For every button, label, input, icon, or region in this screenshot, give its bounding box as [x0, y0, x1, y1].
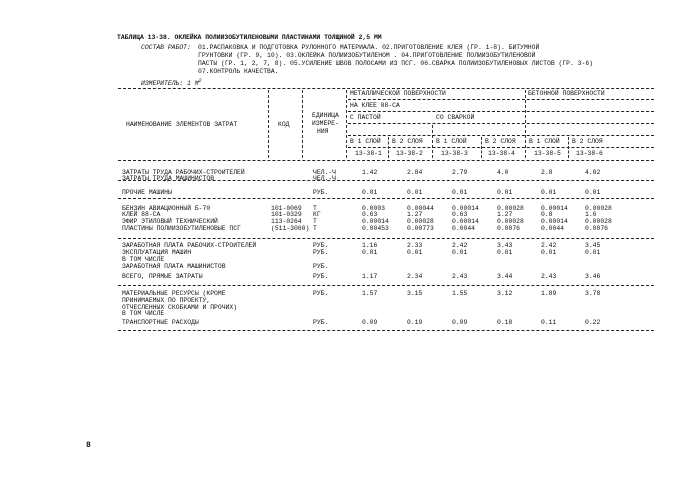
- row-value: 2.34: [407, 273, 423, 280]
- row-value: 0.01: [585, 189, 601, 196]
- subgroup-paste: С ПАСТОЙ: [350, 114, 381, 121]
- row-value: 0.00028: [407, 218, 434, 225]
- row-value: 3.44: [497, 273, 513, 280]
- row-value: 0.01: [362, 249, 378, 256]
- row-unit: Т: [313, 205, 317, 212]
- row-unit: РУБ.: [313, 319, 329, 326]
- col-id-3: 13-38-3: [441, 150, 468, 157]
- sep-1: [118, 180, 654, 181]
- row-name: ЗАТРАТЫ ТРУДА РАБОЧИХ-СТРОИТЕЛЕЙ: [122, 169, 245, 176]
- row-name: ЗАТРАТЫ ТРУДА МАШИНИСТОВ: [122, 175, 215, 182]
- layer-2-b: В 2 СЛОЯ: [485, 138, 516, 145]
- row-value: 1.27: [407, 211, 423, 218]
- composition-line-2: ГРУНТОВКИ (ГР. 9, 10). 03.ОКЛЕЙКА ПОЛИИЗОБУТИЛЕНОМ . 04.ПРИГОТОВЛЕНИЕ ПОЛИИЗОБУТИЛЕНОВОЙ: [198, 52, 536, 59]
- row-unit: Т: [313, 218, 317, 225]
- row-value: 0.09: [362, 319, 378, 326]
- row-value: 2.42: [452, 242, 468, 249]
- row-value: 0.01: [497, 189, 513, 196]
- row-name: ВСЕГО, ПРЯМЫЕ ЗАТРАТЫ: [122, 273, 203, 280]
- row-value: 0.00453: [362, 225, 389, 232]
- row-value: 0.01: [541, 249, 557, 256]
- row-unit: РУБ.: [313, 263, 329, 270]
- row-value: 2.8: [541, 169, 553, 176]
- row-value: 0.00014: [452, 218, 479, 225]
- col-id-2: 13-38-2: [396, 150, 423, 157]
- row-code: (511-3060): [271, 225, 310, 232]
- rule-header-bottom: [118, 160, 654, 161]
- row-value: 0.01: [362, 189, 378, 196]
- row-value: 0.09: [452, 319, 468, 326]
- composition-line-3: ПАСТЫ (ГР. 1, 2, 7, 8). 05.УСИЛЕНИЕ ШВОВ ПОЛОСАМИ ИЗ ПСГ. 06.СВАРКА ПОЛИИЗОБУТИЛЕНОВЫХ ЛИСТОВ (ГР. 3-6): [198, 60, 594, 67]
- row-value: 1.57: [362, 290, 378, 297]
- row-value: 1.6: [585, 211, 597, 218]
- row-value: 0.01: [407, 249, 423, 256]
- row-value: 0.18: [497, 319, 513, 326]
- row-value: 0.0076: [585, 225, 609, 232]
- row-value: 1.55: [452, 290, 468, 297]
- row-value: 0.01: [407, 189, 423, 196]
- row-value: 2.79: [452, 169, 468, 176]
- layer-2-c: В 2 СЛОЯ: [572, 138, 603, 145]
- col-id-4: 13-38-4: [488, 150, 515, 157]
- sep-4: [118, 285, 654, 286]
- row-unit: ЧЕЛ.-Ч: [313, 175, 337, 182]
- row-value: 0.0076: [497, 225, 521, 232]
- composition-line-4: 07.КОНТРОЛЬ КАЧЕСТВА.: [198, 68, 279, 75]
- row-code: 113-0264: [271, 218, 302, 225]
- row-value: 0.0003: [362, 205, 386, 212]
- vbar-4: [388, 137, 389, 158]
- sep-3: [118, 238, 654, 239]
- row-unit: Т: [313, 225, 317, 232]
- composition-label: СОСТАВ РАБОТ:: [141, 44, 191, 51]
- row-value: 0.01: [541, 189, 557, 196]
- row-value: 3.12: [497, 290, 513, 297]
- row-unit: РУБ.: [313, 249, 329, 256]
- row-value: 0.00014: [452, 205, 479, 212]
- row-value: 0.00014: [541, 205, 568, 212]
- row-value: 2.43: [452, 273, 468, 280]
- row-name: БЕНЗИН АВИАЦИОННЫЙ Б-70: [122, 205, 211, 212]
- meter-label: [141, 79, 202, 88]
- row-name: ЗАРАБОТНАЯ ПЛАТА РАБОЧИХ-СТРОИТЕЛЕЙ: [122, 242, 257, 249]
- row-value: 3.45: [585, 242, 601, 249]
- row-name: ЭФИР ЭТИЛОВЫЙ ТЕХНИЧЕСКИЙ: [122, 218, 218, 225]
- row-value: 0.0044: [452, 225, 476, 232]
- row-name: КЛЕЙ 88-СА: [122, 211, 161, 218]
- row-name: В ТОМ ЧИСЛЕ: [122, 256, 165, 263]
- row-value: 0.22: [585, 319, 601, 326]
- row-value: 0.00044: [407, 205, 434, 212]
- row-value: 0.00028: [497, 218, 524, 225]
- row-value: 2.84: [407, 169, 423, 176]
- row-value: 3.15: [407, 290, 423, 297]
- row-value: 0.01: [497, 249, 513, 256]
- layer-2-a: В 2 СЛОЯ: [392, 138, 423, 145]
- row-name: ПРИНИМАЕМЫХ ПО ПРОЕКТУ,: [122, 297, 211, 304]
- row-value: 3.43: [497, 242, 513, 249]
- row-value: 2.43: [541, 273, 557, 280]
- row-value: 1.27: [497, 211, 513, 218]
- row-name: В ТОМ ЧИСЛЕ: [122, 310, 165, 317]
- row-value: 0.00773: [407, 225, 434, 232]
- vbar-3: [346, 90, 347, 158]
- subgroup-welding: СО СВАРКОЙ: [436, 114, 475, 121]
- vbar-5: [432, 125, 433, 158]
- row-name: ТРАНСПОРТНЫЕ РАСХОДЫ: [122, 319, 199, 326]
- row-value: 2.42: [541, 242, 557, 249]
- row-value: 0.01: [452, 189, 468, 196]
- vbar-2: [302, 90, 303, 158]
- vbar-7: [525, 90, 526, 158]
- rule-sub5: [348, 147, 654, 148]
- composition-line-1: 01.РАСПАКОВКА И ПОДГОТОВКА РУЛОННОГО МАТЕРИАЛА. 02.ПРИГОТОВЛЕНИЕ КЛЕЯ (ГР. 1-8). БИТУМНОЙ: [198, 44, 540, 51]
- row-name: МАТЕРИАЛЬНЫЕ РЕСУРСЫ (КРОМЕ: [122, 290, 226, 297]
- row-value: 0.0044: [541, 225, 565, 232]
- group-metal: МЕТАЛЛИЧЕСКОЙ ПОВЕРХНОСТИ: [350, 90, 446, 97]
- col-id-5: 13-38-5: [534, 150, 561, 157]
- row-value: 0.01: [452, 249, 468, 256]
- row-value: 0.19: [407, 319, 423, 326]
- row-value: 1.42: [362, 169, 378, 176]
- vbar-8: [568, 137, 569, 158]
- row-value: 1.16: [362, 242, 378, 249]
- col-unit-header-2: ИЗМЕРЕ-: [312, 120, 339, 127]
- sep-2: [118, 198, 654, 199]
- rule-top: [118, 88, 654, 89]
- row-code: 101-0329: [271, 211, 302, 218]
- row-unit: РУБ.: [313, 189, 329, 196]
- row-code: 101-0069: [271, 205, 302, 212]
- row-value: 3.78: [585, 290, 601, 297]
- table-title: ТАБЛИЦА 13-38. ОКЛЕЙКА ПОЛИИЗОБУТИЛЕНОВЫМИ ПЛАСТИНАМИ ТОЛЩИНОЙ 2,5 ММ: [117, 34, 382, 41]
- meter-value: 1 М: [187, 80, 199, 88]
- meter-label-text: ИЗМЕРИТЕЛЬ:: [141, 80, 184, 88]
- meter-sup: 2: [198, 78, 202, 84]
- rule-sub4: [348, 135, 654, 136]
- rule-sub2: [348, 111, 654, 112]
- rule-sub3: [348, 123, 654, 124]
- row-value: 3.46: [585, 273, 601, 280]
- row-value: 0.01: [585, 249, 601, 256]
- vbar-6: [481, 137, 482, 158]
- layer-1-a: В 1 СЛОЙ: [350, 138, 381, 145]
- rule-sub1: [348, 99, 654, 100]
- row-name: ЭКСПЛУАТАЦИЯ МАШИН: [122, 249, 192, 256]
- row-value: 2.33: [407, 242, 423, 249]
- row-name: ЗАРАБОТНАЯ ПЛАТА МАШИНИСТОВ: [122, 263, 226, 270]
- row-value: 0.63: [362, 211, 378, 218]
- row-value: 0.00028: [585, 218, 612, 225]
- row-unit: КГ: [313, 211, 321, 218]
- col-code-header: КОД: [278, 121, 290, 128]
- col-id-6: 13-38-6: [576, 150, 603, 157]
- row-unit: РУБ.: [313, 242, 329, 249]
- col-unit-header-1: ЕДИНИЦА: [312, 112, 339, 119]
- col-id-1: 13-38-1: [355, 150, 382, 157]
- layer-1-b: В 1 СЛОЙ: [436, 138, 467, 145]
- row-value: 1.89: [541, 290, 557, 297]
- row-value: 0.00028: [497, 205, 524, 212]
- col-name-header: НАИМЕНОВАНИЕ ЭЛЕМЕНТОВ ЗАТРАТ: [126, 121, 238, 128]
- vbar-1: [268, 90, 269, 158]
- row-value: 0.00014: [541, 218, 568, 225]
- row-value: 4.0: [497, 169, 509, 176]
- subgroup-glue: НА КЛЕЕ 88-СА: [350, 102, 400, 109]
- row-name: ОТЧЕСЛЕННЫХ СКОБКАМИ И ПРОЧИХ): [122, 304, 238, 311]
- sep-5: [118, 330, 654, 331]
- layer-1-c: В 1 СЛОЙ: [529, 138, 560, 145]
- row-value: 0.8: [541, 211, 553, 218]
- row-value: 0.63: [452, 211, 468, 218]
- group-concrete: БЕТОННОЙ ПОВЕРХНОСТИ: [528, 90, 605, 97]
- row-value: 0.00028: [585, 205, 612, 212]
- row-value: 0.11: [541, 319, 557, 326]
- row-unit: ЧЕЛ.-Ч: [313, 169, 337, 176]
- row-value: 4.02: [585, 169, 601, 176]
- page-mark: 8: [86, 441, 91, 450]
- col-unit-header-3: НИЯ: [317, 128, 329, 135]
- row-name: ПРОЧИЕ МАШИНЫ: [122, 189, 172, 196]
- row-unit: РУБ.: [313, 273, 329, 280]
- row-unit: РУБ.: [313, 290, 329, 297]
- row-value: 1.17: [362, 273, 378, 280]
- row-value: 0.00014: [362, 218, 389, 225]
- row-name: ПЛАСТИНЫ ПОЛИИЗОБУТИЛЕНОВЫЕ ПСГ: [122, 225, 241, 232]
